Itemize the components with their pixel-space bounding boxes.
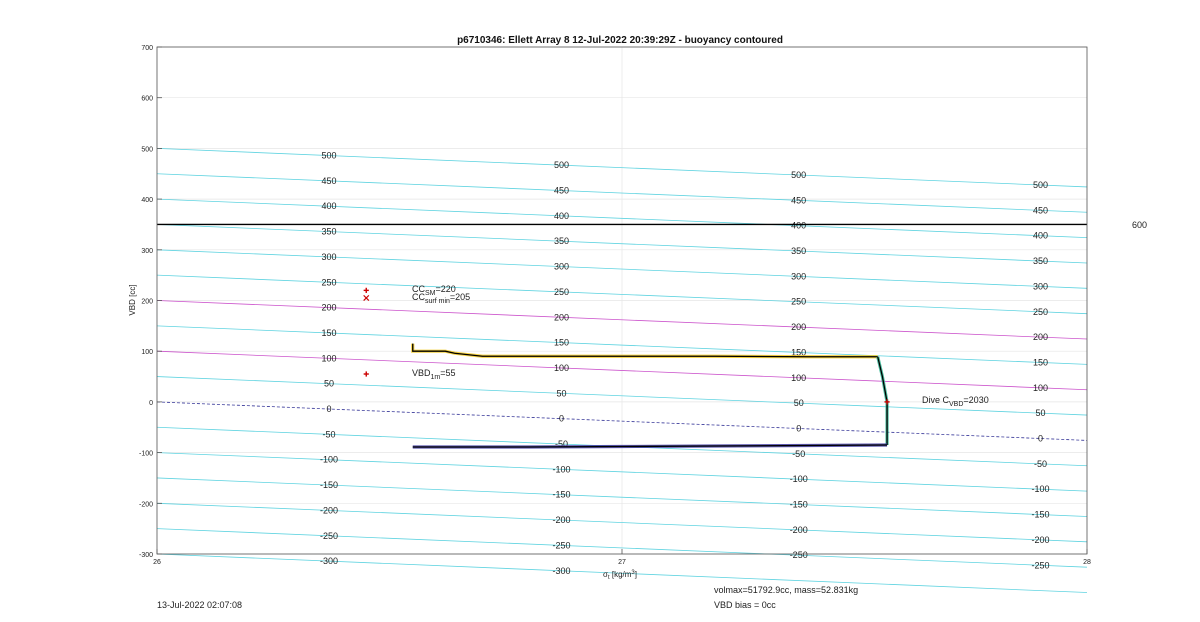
contour-label: 150 xyxy=(554,337,570,348)
x-axis-label-main: σ xyxy=(603,570,608,579)
contour-label: -250 xyxy=(1031,560,1050,571)
x-axis-label-unit-sup: 3 xyxy=(631,570,635,576)
y-axis-label: VBD [cc] xyxy=(128,284,137,316)
contour-label: 0 xyxy=(796,423,802,434)
contour-label: 50 xyxy=(1035,408,1046,419)
footer-timestamp: 13-Jul-2022 02:07:08 xyxy=(157,600,243,610)
contour-label: 150 xyxy=(321,327,337,338)
chart-title: p6710346: Ellett Array 8 12-Jul-2022 20:39:29Z - buoyancy contoured xyxy=(457,35,783,46)
x-axis-label-close: ] xyxy=(634,570,637,579)
contour-label: 500 xyxy=(554,160,570,171)
y-tick-label: -200 xyxy=(138,501,153,509)
marker-label-value: =205 xyxy=(449,292,471,302)
contour-label: 500 xyxy=(321,150,337,161)
footer-volmax-mass: volmax=51792.9cc, mass=52.831kg xyxy=(714,585,859,595)
contour-label: -100 xyxy=(1031,484,1050,495)
contour-label: 400 xyxy=(321,201,337,212)
contour-label: -150 xyxy=(789,499,808,510)
contour-label: 150 xyxy=(1032,357,1049,368)
contour-label: 300 xyxy=(791,271,807,282)
contour-label: 450 xyxy=(321,175,337,186)
marker-label-sub: VBD xyxy=(949,401,964,408)
contour-label: -200 xyxy=(320,505,339,516)
contour-label: -50 xyxy=(1033,458,1048,469)
contour-label: -150 xyxy=(320,480,339,491)
x-axis-label-unit: [kg/m xyxy=(611,570,632,579)
contour-label: -50 xyxy=(792,448,806,459)
y-tick-label: 200 xyxy=(141,298,153,306)
contour-label: 350 xyxy=(554,236,570,247)
marker-label-sub: surf min xyxy=(425,298,450,305)
marker-label-value: =2030 xyxy=(963,395,989,405)
contour-label: 450 xyxy=(791,195,807,206)
contour-label: 150 xyxy=(791,347,807,358)
contour-label: 350 xyxy=(1032,256,1049,267)
contour-label: 0 xyxy=(559,413,565,424)
contour-label: 250 xyxy=(554,286,570,297)
contour-label: -50 xyxy=(555,439,569,450)
y-tick-label: 400 xyxy=(141,197,153,205)
contour-label: 250 xyxy=(791,296,807,307)
contour-label: 300 xyxy=(1032,281,1049,292)
contour-label: 200 xyxy=(791,322,807,333)
contour-label: 0 xyxy=(326,404,332,415)
contour-label: -200 xyxy=(552,515,571,526)
contour-label: -250 xyxy=(789,550,808,561)
x-axis-label-sub: t xyxy=(607,575,610,581)
contour-label: 500 xyxy=(791,169,807,180)
contour-label: 450 xyxy=(554,185,570,196)
y-tick-label: 0 xyxy=(149,399,153,407)
contour-label: -200 xyxy=(789,524,808,535)
contour-label: 400 xyxy=(791,220,807,231)
x-tick-label: 27 xyxy=(618,559,626,566)
marker-label-main: CC xyxy=(412,284,425,294)
marker-label-value: =220 xyxy=(435,284,456,294)
contour-label: 300 xyxy=(321,251,337,262)
contour-label: -100 xyxy=(552,464,571,475)
contour-label: -250 xyxy=(320,530,339,541)
y-tick-label: 500 xyxy=(141,146,153,154)
y-tick-label: 300 xyxy=(141,247,153,255)
y-tick-label: 700 xyxy=(141,45,153,52)
contour-label: 50 xyxy=(556,388,567,399)
footer-vbd-bias: VBD bias = 0cc xyxy=(714,600,776,610)
contour-label: -50 xyxy=(322,429,336,440)
contour-label: -150 xyxy=(552,489,571,500)
x-tick-label: 28 xyxy=(1083,559,1091,566)
contour-label: 250 xyxy=(321,277,337,288)
contour-label: -300 xyxy=(552,565,571,576)
contour-label: 200 xyxy=(321,302,337,313)
contour-label: -300 xyxy=(320,556,339,567)
contour-label: 450 xyxy=(1032,205,1049,216)
contour-label: 100 xyxy=(554,362,570,373)
y-tick-label: -300 xyxy=(138,552,153,559)
contour-label: 400 xyxy=(554,210,570,221)
marker-label-main: CC xyxy=(412,292,425,302)
y-tick-label: 100 xyxy=(141,349,153,357)
marker-label-main: Dive C xyxy=(922,395,950,405)
contour-label: 100 xyxy=(321,353,337,364)
contour-label: -200 xyxy=(1031,534,1050,545)
max-vbd-label: 600 xyxy=(1132,220,1148,230)
y-tick-label: -100 xyxy=(138,450,153,458)
marker-label-main: VBD xyxy=(412,368,431,378)
contour-label: 50 xyxy=(793,398,804,409)
contour-label: -100 xyxy=(320,454,339,465)
contour-label: 50 xyxy=(324,378,335,389)
contour-label: 300 xyxy=(554,261,570,272)
contour-label: -250 xyxy=(552,540,571,551)
contour-label: 400 xyxy=(1032,230,1049,241)
x-axis-label xyxy=(603,570,637,581)
contour-label: 100 xyxy=(1032,382,1049,393)
contour-label: 100 xyxy=(791,372,807,383)
contour-label: -150 xyxy=(1031,509,1050,520)
contour-label: 350 xyxy=(321,226,337,237)
contour-label: 200 xyxy=(554,312,570,323)
marker-label-sub: 1m xyxy=(430,374,441,381)
contour-label: 350 xyxy=(791,246,807,257)
contour-label: 250 xyxy=(1032,306,1049,317)
contour-label: 500 xyxy=(1032,180,1049,191)
contour-label: 0 xyxy=(1037,433,1044,444)
marker-label-value: =55 xyxy=(440,368,456,378)
marker-label-sub: SM xyxy=(425,290,436,297)
y-tick-label: 600 xyxy=(141,95,153,103)
contour-label: 200 xyxy=(1032,332,1049,343)
x-tick-label: 26 xyxy=(153,559,161,566)
contour-label: -100 xyxy=(789,474,808,485)
